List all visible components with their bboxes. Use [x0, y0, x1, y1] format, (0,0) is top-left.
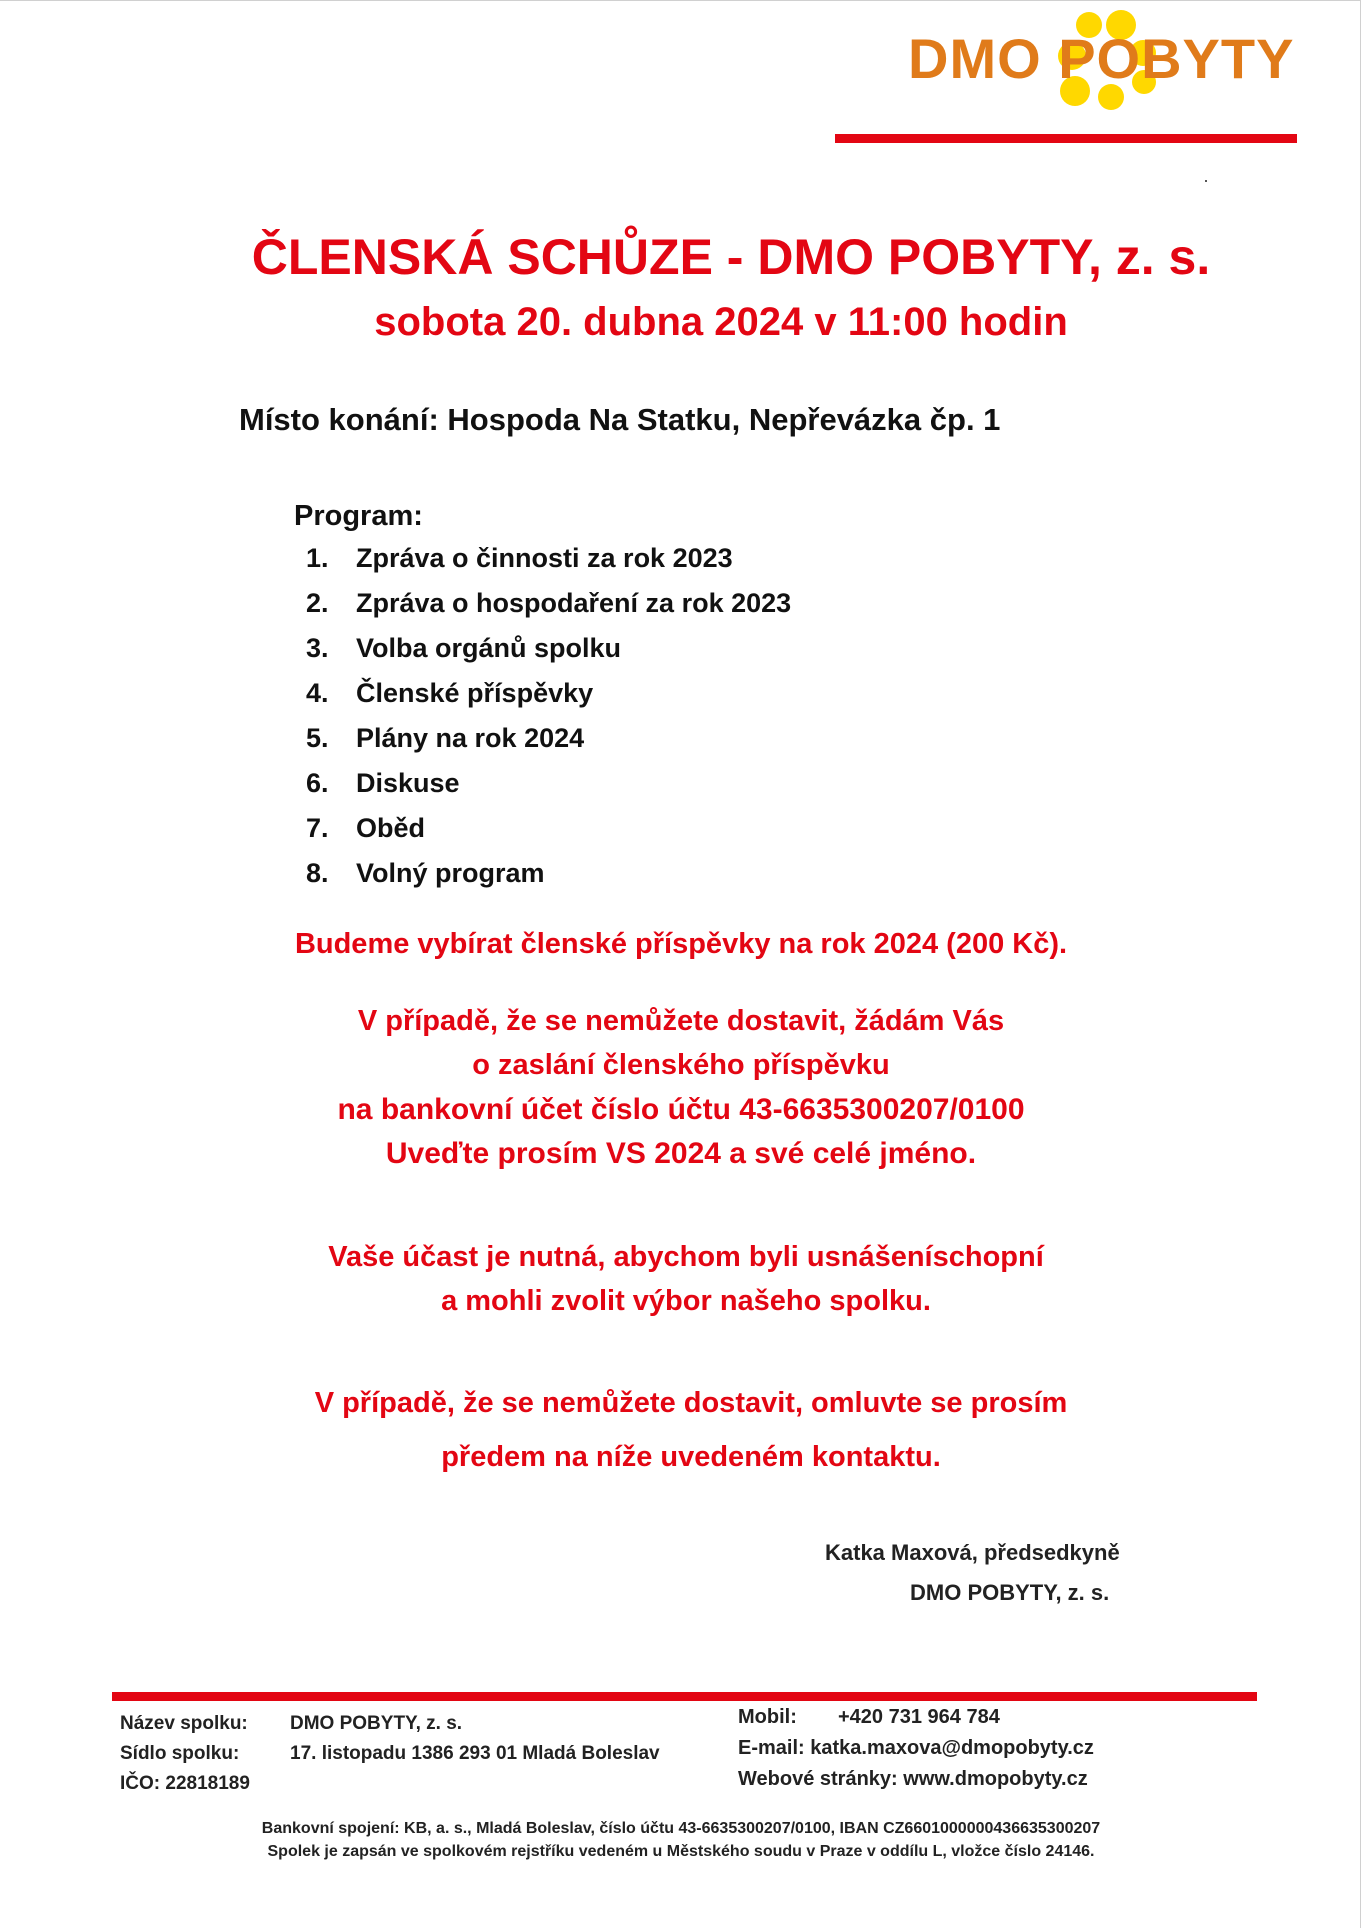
fees-notice	[0, 928, 1362, 972]
org-name-label: Název spolku:	[120, 1713, 248, 1734]
mobile-label: Mobil:	[738, 1706, 797, 1728]
attendance-notice	[0, 1241, 1362, 1329]
org-seat-label: Sídlo spolku:	[120, 1743, 240, 1764]
signature-name: Katka Maxová, předsedkyně	[825, 1540, 1120, 1565]
signature-org: DMO POBYTY, z. s.	[910, 1580, 1110, 1605]
item-number: 3.	[306, 633, 329, 663]
list-item	[306, 543, 791, 588]
list-item	[306, 678, 791, 723]
list-item	[306, 723, 791, 768]
list-item	[306, 813, 791, 858]
org-ico: IČO: 22818189	[120, 1773, 250, 1794]
list-item	[306, 588, 791, 633]
item-number: 5.	[306, 723, 329, 753]
footer-contact-info	[738, 1706, 1094, 1799]
email: E-mail: katka.maxova@dmopobyty.cz	[738, 1737, 1094, 1759]
excuse-line: předem na níže uvedeném kontaktu.	[441, 1441, 941, 1473]
org-name-value: DMO POBYTY, z. s.	[290, 1713, 463, 1734]
item-text: Oběd	[356, 813, 426, 843]
footer-row	[120, 1773, 660, 1803]
item-text: Zpráva o činnosti za rok 2023	[356, 543, 733, 573]
item-number: 8.	[306, 858, 329, 888]
payment-line: o zaslání členského příspěvku	[472, 1049, 890, 1081]
stray-dot	[1205, 180, 1207, 182]
item-number: 1.	[306, 543, 329, 573]
attendance-line: Vaše účast je nutná, abychom byli usnášeníschopní	[328, 1241, 1044, 1273]
list-item	[306, 768, 791, 813]
footer-org-info	[120, 1713, 660, 1803]
footer-row	[738, 1737, 1094, 1768]
page-title: ČLENSKÁ SCHŮZE - DMO POBYTY, z. s.	[251, 229, 1211, 285]
event-date: sobota 20. dubna 2024 v 11:00 hodin	[374, 300, 1068, 344]
excuse-line: V případě, že se nemůžete dostavit, omluvte se prosím	[314, 1387, 1068, 1419]
payment-notice	[0, 1005, 1362, 1181]
item-text: Plány na rok 2024	[356, 723, 585, 753]
footer-row	[120, 1743, 660, 1773]
website: Webové stránky: www.dmopobyty.cz	[738, 1768, 1088, 1790]
excuse-notice	[0, 1387, 1362, 1485]
footer-row	[120, 1713, 660, 1743]
payment-line: V případě, že se nemůžete dostavit, žádám Vás	[357, 1005, 1005, 1037]
footer-row	[738, 1768, 1094, 1799]
footer-rule	[112, 1692, 1257, 1701]
item-number: 2.	[306, 588, 329, 618]
bank-info: Bankovní spojení: KB, a. s., Mladá Boleslav, číslo účtu 43-6635300207/0100, IBAN CZ6601000000436635300207	[261, 1820, 1101, 1837]
attendance-line: a mohli zvolit výbor našeho spolku.	[441, 1285, 931, 1317]
list-item	[306, 633, 791, 678]
item-number: 7.	[306, 813, 329, 843]
registry-info: Spolek je zapsán ve spolkovém rejstříku vedeném u Městského soudu v Praze v oddílu L, vložce číslo 24146.	[267, 1843, 1095, 1860]
item-text: Zpráva o hospodaření za rok 2023	[356, 588, 792, 618]
item-text: Volba orgánů spolku	[356, 633, 622, 663]
program-list	[306, 543, 791, 903]
header-rule	[835, 134, 1297, 143]
org-seat-value: 17. listopadu 1386 293 01 Mladá Boleslav	[290, 1743, 660, 1764]
footer-row	[738, 1706, 1094, 1737]
list-item	[306, 858, 791, 903]
program-heading: Program:	[294, 500, 423, 532]
payment-line: na bankovní účet číslo účtu 43-6635300207/0100	[337, 1093, 1025, 1126]
fees-text: Budeme vybírat členské příspěvky na rok 2024 (200 Kč).	[294, 928, 1068, 960]
item-number: 4.	[306, 678, 329, 708]
item-text: Volný program	[356, 858, 545, 888]
payment-line: Uveďte prosím VS 2024 a své celé jméno.	[385, 1137, 977, 1170]
logo	[900, 4, 1295, 134]
logo-text: DMO POBYTY	[908, 27, 1295, 90]
item-text: Diskuse	[356, 768, 460, 798]
item-text: Členské příspěvky	[356, 678, 594, 708]
mobile-value: +420 731 964 784	[838, 1706, 1000, 1728]
item-number: 6.	[306, 768, 329, 798]
venue: Místo konání: Hospoda Na Statku, Nepřevázka čp. 1	[239, 402, 1001, 437]
